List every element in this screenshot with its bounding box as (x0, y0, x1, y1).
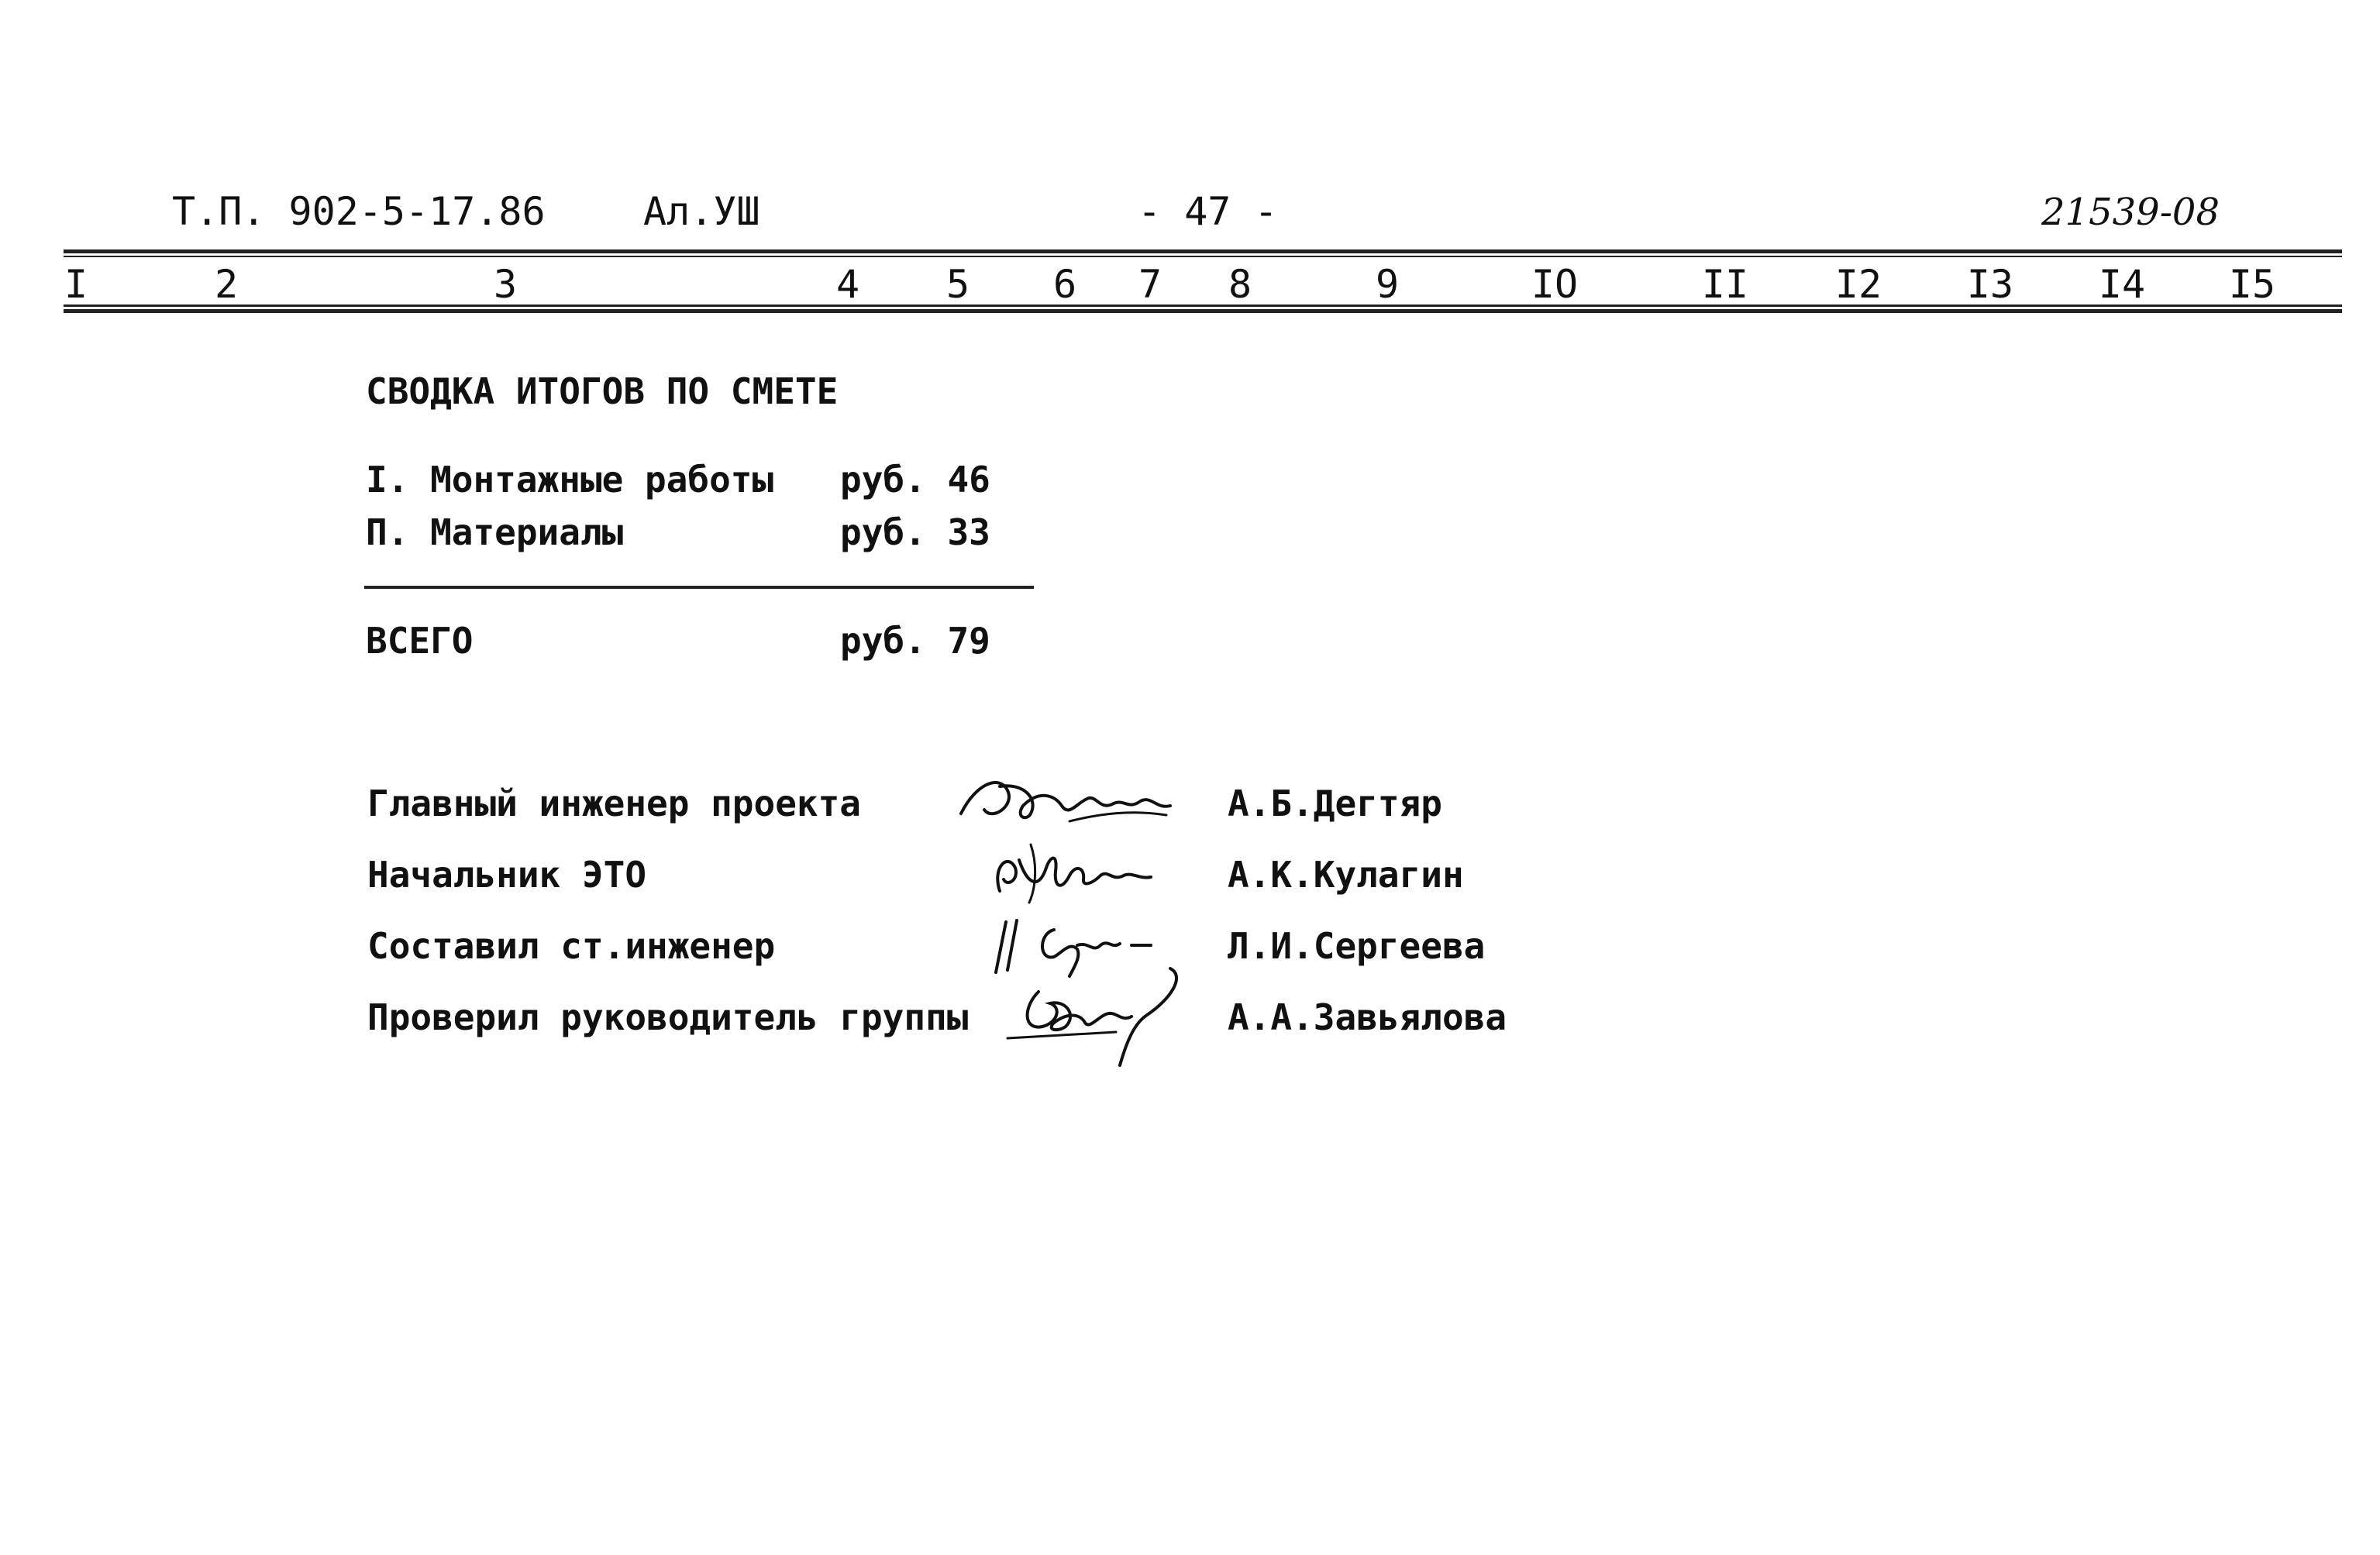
column-number: I4 (2098, 262, 2146, 307)
summary-total-label: ВСЕГО (366, 620, 474, 662)
handwritten-signature (953, 767, 1186, 837)
signature-role: Проверил руководитель группы (367, 996, 969, 1038)
page-number: - 47 - (1138, 189, 1278, 234)
inventory-number: 21539-08 (2041, 191, 2220, 234)
summary-title: СВОДКА ИТОГОВ ПО СМЕТЕ (366, 370, 839, 412)
summary-item-value: руб. 33 (840, 511, 990, 553)
handwritten-signature (992, 961, 1193, 1077)
column-number: 4 (835, 262, 860, 307)
column-number: 5 (945, 262, 970, 307)
column-number: 7 (1138, 262, 1162, 307)
table-top-rule (64, 249, 2342, 253)
column-number: 9 (1375, 262, 1400, 307)
column-number: 6 (1052, 262, 1077, 307)
summary-total-value: руб. 79 (840, 620, 990, 662)
summary-item-label: I. Монтажные работы (366, 459, 774, 501)
table-bottom-rule-thick (64, 309, 2342, 313)
signature-role: Начальник ЭТО (367, 854, 647, 896)
summary-item-value: руб. 46 (840, 459, 990, 501)
column-number: II (1701, 262, 1749, 307)
column-number: I5 (2228, 262, 2276, 307)
column-number: I3 (1966, 262, 2014, 307)
signature-role: Главный инженер проекта (367, 783, 861, 824)
signature-name: А.Б.Дегтяр (1228, 783, 1442, 824)
column-number: 8 (1228, 262, 1252, 307)
column-number: 2 (214, 262, 239, 307)
column-number: I (64, 262, 88, 307)
signature-name: А.К.Кулагин (1228, 854, 1464, 896)
column-number: 3 (493, 262, 518, 307)
column-number: IO (1531, 262, 1579, 307)
signature-role: Составил ст.инженер (367, 925, 776, 967)
table-top-rule-thin (64, 256, 2342, 257)
summary-total-rule (364, 586, 1034, 589)
document-code: Т.П. 902-5-17.86 (172, 189, 546, 234)
signature-name: А.А.Завьялова (1228, 996, 1507, 1038)
signature-name: Л.И.Сергеева (1228, 925, 1486, 967)
summary-item-label: П. Материалы (366, 511, 624, 553)
handwritten-signature (984, 837, 1170, 907)
album-number: Ал.УШ (643, 189, 760, 234)
column-number: I2 (1834, 262, 1882, 307)
